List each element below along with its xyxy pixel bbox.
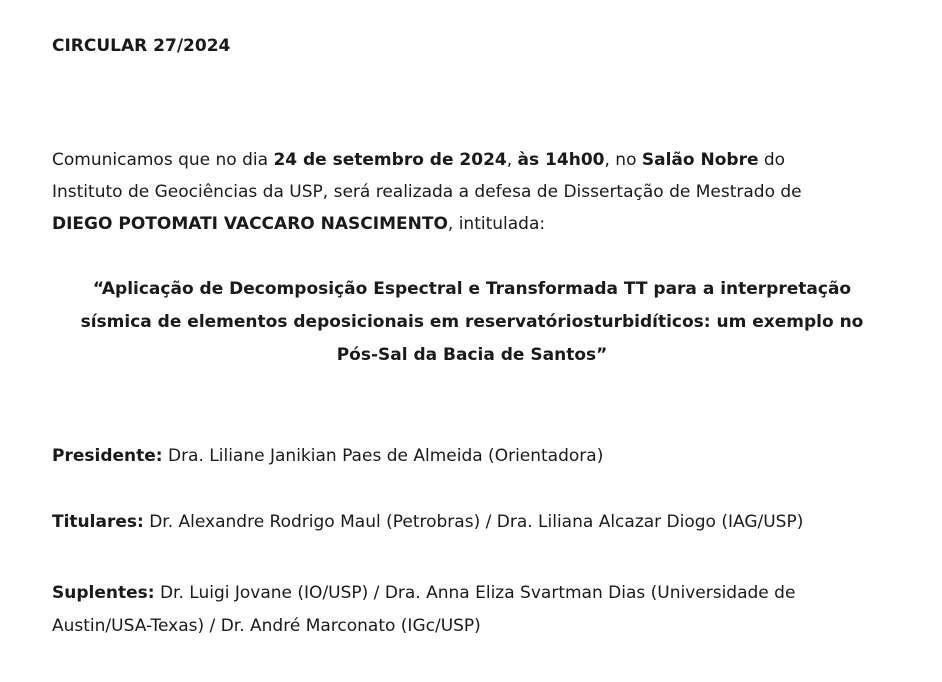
titulares-text: Dr. Alexandre Rodrigo Maul (Petrobras) / Dra. Liliana Alcazar Diogo (IAG/USP) — [143, 512, 804, 532]
suplentes-text-1: Dr. Luigi Jovane (IO/USP) / Dra. Anna Eliza Svartman Dias (Universidade de — [154, 583, 796, 603]
announcement-line-3 — [52, 208, 892, 240]
defense-date: 24 de setembro de 2024 — [273, 150, 507, 170]
intro-text-1: Comunicamos que no dia — [52, 150, 274, 170]
intro-text-2: , — [506, 150, 518, 170]
intro-text-3: , no — [604, 150, 642, 170]
announcement-line-1 — [52, 144, 892, 176]
suplentes-label: Suplentes: — [52, 583, 155, 603]
presidente-label: Presidente: — [52, 446, 163, 466]
suplentes-text-2: Austin/USA-Texas) / Dr. André Marconato (IGc/USP) — [52, 616, 481, 636]
dissertation-title — [52, 273, 892, 372]
candidate-name: DIEGO POTOMATI VACCARO NASCIMENTO — [52, 214, 448, 234]
titulares-label: Titulares: — [52, 512, 144, 532]
defense-venue: Salão Nobre — [641, 150, 759, 170]
intro-text-4: do — [758, 150, 786, 170]
announcement-paragraph — [52, 144, 892, 240]
title-line-2: sísmica de elementos deposicionais em reservatóriosturbidíticos: um exemplo no — [80, 312, 864, 332]
presidente-text: Dra. Liliane Janikian Paes de Almeida (Orientadora) — [162, 446, 604, 466]
title-line-3: Pós-Sal da Bacia de Santos” — [336, 345, 608, 365]
committee-titulares — [52, 506, 892, 539]
committee-presidente — [52, 440, 892, 473]
title-line-1: “Aplicação de Decomposição Espectral e Transformada TT para a interpretação — [92, 279, 852, 299]
circular-heading: CIRCULAR 27/2024 — [52, 36, 231, 56]
defense-time: às 14h00 — [517, 150, 605, 170]
intro-text-5: , intitulada: — [447, 214, 546, 234]
announcement-line-2: Instituto de Geociências da USP, será realizada a defesa de Dissertação de Mestrado de — [52, 182, 802, 202]
committee-suplentes — [52, 577, 892, 643]
